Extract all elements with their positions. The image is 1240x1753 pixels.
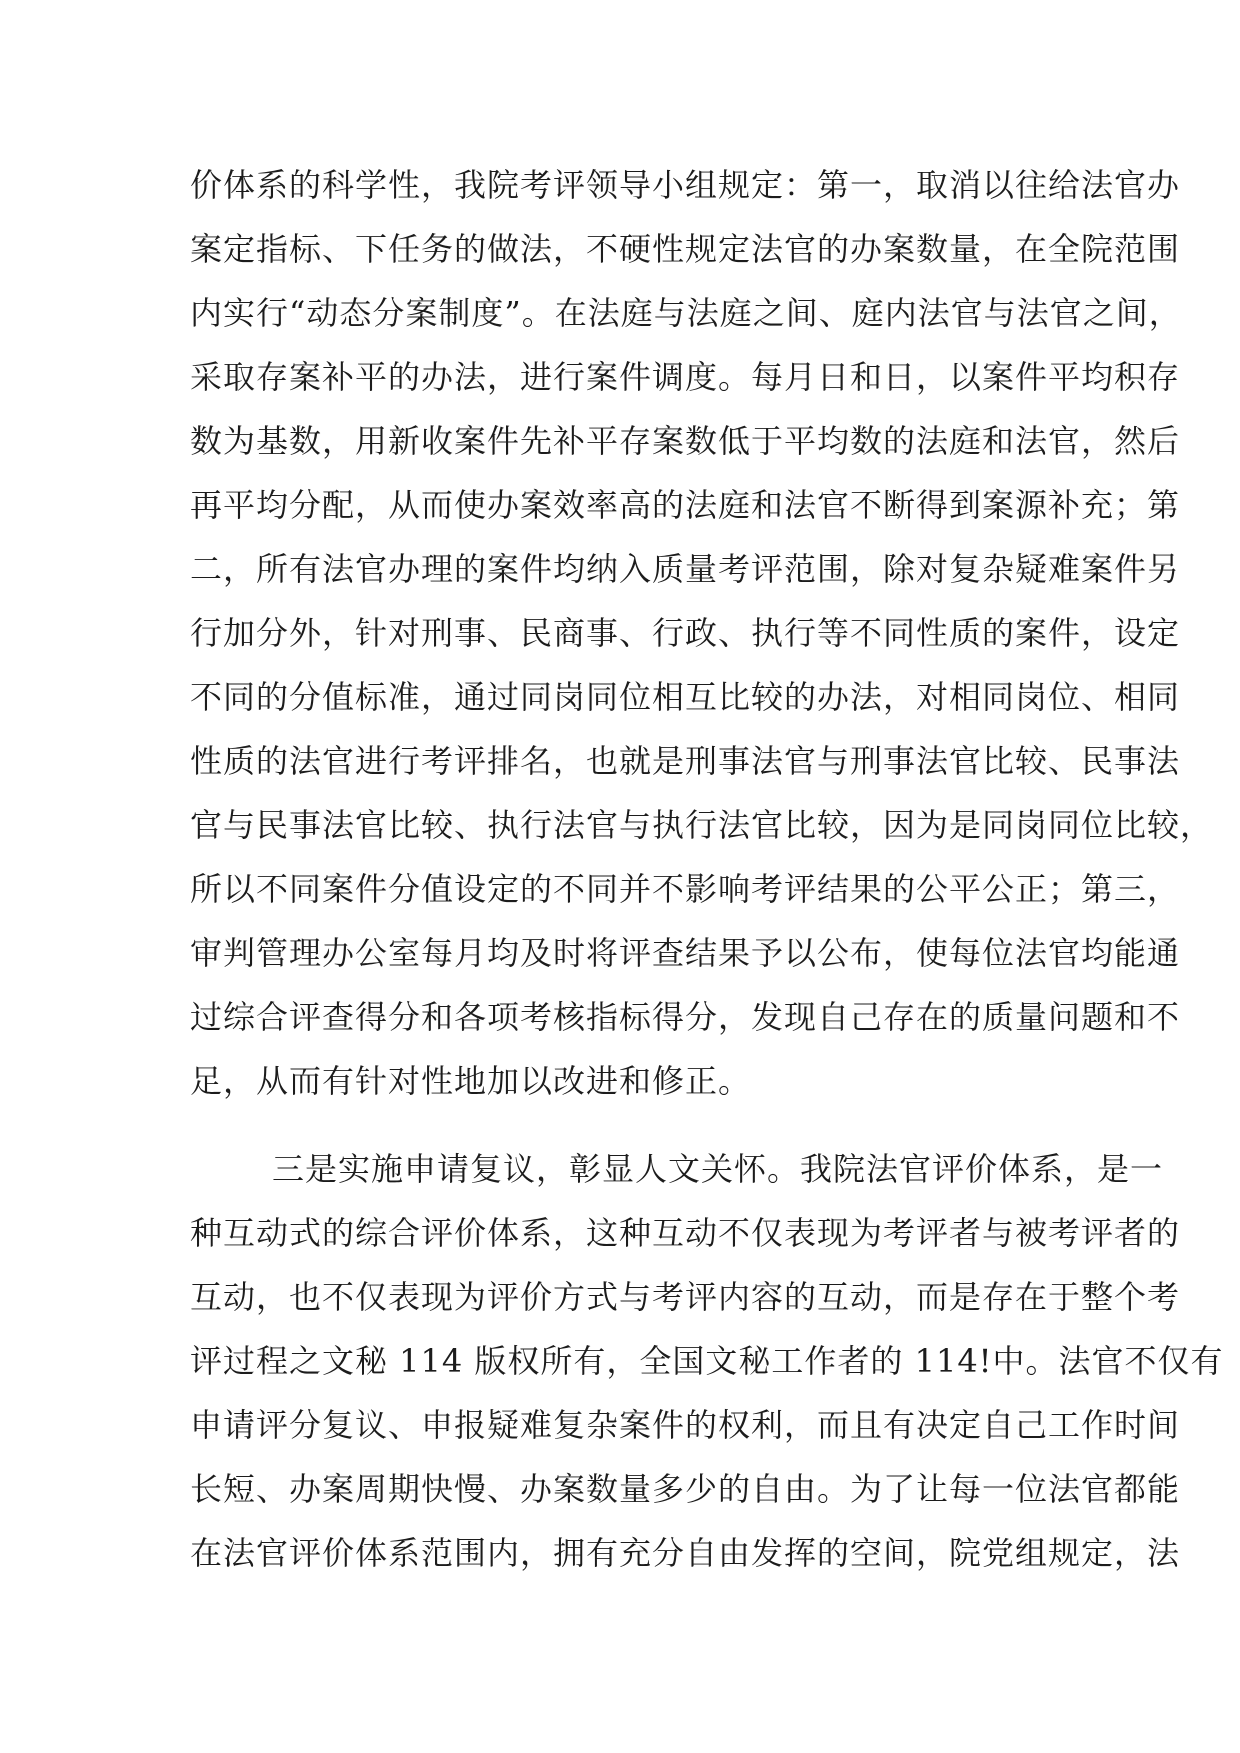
text-line: 长短、办案周期快慢、办案数量多少的自由。为了让每一位法官都能 [190, 1470, 1181, 1508]
text-line: 官与民事法官比较、执行法官与执行法官比较，因为是同岗同位比较， [190, 806, 1214, 844]
text-line: 足，从而有针对性地加以改进和修正。 [190, 1062, 752, 1100]
text-line: 价体系的科学性，我院考评领导小组规定：第一，取消以往给法官办 [190, 166, 1181, 204]
text-line: 审判管理办公室每月均及时将评查结果予以公布，使每位法官均能通 [190, 934, 1181, 972]
text-line: 不同的分值标准，通过同岗同位相互比较的办法，对相同岗位、相同 [190, 678, 1181, 716]
text-line: 种互动式的综合评价体系，这种互动不仅表现为考评者与被考评者的 [190, 1214, 1181, 1252]
text-line: 互动，也不仅表现为评价方式与考评内容的互动，而是存在于整个考 [190, 1278, 1181, 1316]
text-line: 二，所有法官办理的案件均纳入质量考评范围，除对复杂疑难案件另 [190, 550, 1181, 588]
paragraph-1 [190, 153, 1214, 1113]
text-line: 在法官评价体系范围内，拥有充分自由发挥的空间，院党组规定，法 [190, 1534, 1181, 1572]
text-line: 评过程之文秘 114 版权所有，全国文秘工作者的 114!中。法官不仅有 [190, 1342, 1224, 1380]
text-line: 申请评分复议、申报疑难复杂案件的权利，而且有决定自己工作时间 [190, 1406, 1181, 1444]
text-line: 行加分外，针对刑事、民商事、行政、执行等不同性质的案件，设定 [190, 614, 1181, 652]
text-line: 所以不同案件分值设定的不同并不影响考评结果的公平公正；第三， [190, 870, 1181, 908]
text-line: 内实行“动态分案制度”。在法庭与法庭之间、庭内法官与法官之间， [190, 294, 1182, 332]
text-line: 再平均分配，从而使办案效率高的法庭和法官不断得到案源补充；第 [190, 486, 1181, 524]
paragraph-2 [190, 1137, 1224, 1585]
text-line: 过综合评查得分和各项考核指标得分，发现自己存在的质量问题和不 [190, 998, 1181, 1036]
text-line: 采取存案补平的办法，进行案件调度。每月日和日，以案件平均积存 [190, 358, 1181, 396]
text-line: 性质的法官进行考评排名，也就是刑事法官与刑事法官比较、民事法 [190, 742, 1181, 780]
text-line: 三是实施申请复议，彰显人文关怀。我院法官评价体系，是一 [272, 1150, 1164, 1188]
text-line: 数为基数，用新收案件先补平存案数低于平均数的法庭和法官，然后 [190, 422, 1181, 460]
text-line: 案定指标、下任务的做法，不硬性规定法官的办案数量，在全院范围 [190, 230, 1181, 268]
